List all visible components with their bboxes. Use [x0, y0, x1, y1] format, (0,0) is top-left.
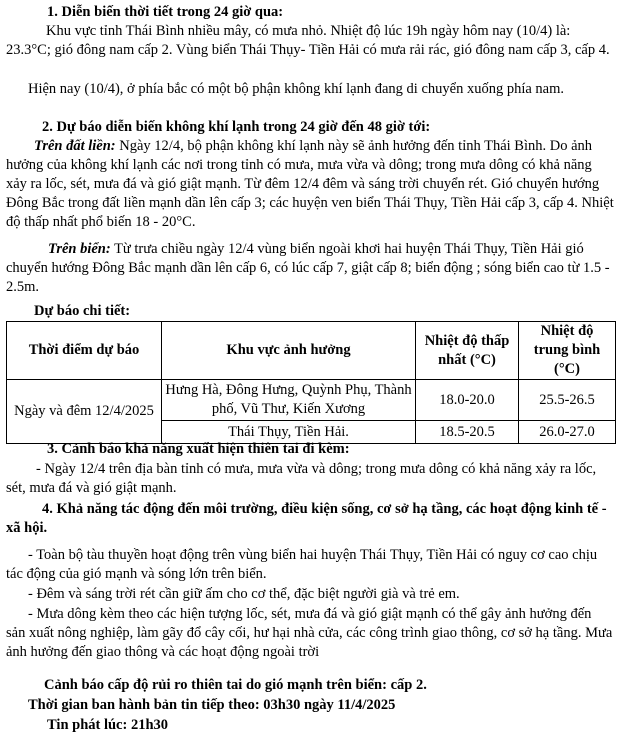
cell-min-temp: 18.5-20.5	[416, 421, 519, 444]
header-min-temp: Nhiệt độ thấp nhất (°C)	[416, 322, 519, 380]
cell-avg-temp: 26.0-27.0	[519, 421, 616, 444]
section-2-heading: 2. Dự báo diễn biến không khí lạnh trong 24 giờ đến 48 giờ tới:	[42, 119, 431, 135]
header-time: Thời điểm dự báo	[7, 322, 162, 380]
cell-area: Thái Thụy, Tiền Hải.	[162, 421, 416, 444]
cell-area: Hưng Hà, Đông Hưng, Quỳnh Phụ, Thành phố, Vũ Thư, Kiến Xương	[162, 380, 416, 421]
header-area: Khu vực ảnh hưởng	[162, 322, 416, 380]
cell-time: Ngày và đêm 12/4/2025	[7, 380, 162, 444]
header-avg-temp: Nhiệt độ trung bình (°C)	[519, 322, 616, 380]
cell-avg-temp: 25.5-26.5	[519, 380, 616, 421]
risk-level-warning: Cảnh báo cấp độ rủi ro thiên tai do gió mạnh trên biển: cấp 2.	[44, 677, 427, 693]
section-2-sea-paragraph	[6, 240, 614, 297]
land-label: Trên đất liền:	[34, 138, 116, 154]
section-3-paragraph: - Ngày 12/4 trên địa bàn tỉnh có mưa, mưa vừa và dông; trong mưa dông có khả năng xảy ra lốc, sét, mưa đá và gió giật mạnh.	[6, 461, 597, 496]
issued-time: Tin phát lúc: 21h30	[47, 717, 169, 733]
land-text: Ngày 12/4, bộ phận không khí lạnh này sẽ ảnh hưởng đến tỉnh Thái Bình. Do ảnh hưởng của không khí lạnh các nơi trong tỉnh có mưa, mưa vừa và dông; trong mưa dông có khả năng xảy ra lốc, sét, mưa đá và gió giật mạnh. Từ đêm 12/4 đêm và sáng trời chuyển rét. Gió chuyển hướng Đông Bắc trong đất liền mạnh dần lên cấp 3; các huyện ven biển Thái Thụy, Tiền Hải cấp 3, cấp 4. Nhiệt độ thấp nhất phổ biến 18 - 20°C.	[6, 138, 614, 230]
section-4-paragraph-2: - Đêm và sáng trời rét cần giữ ấm cho cơ thể, đặc biệt người già và trẻ em.	[28, 586, 460, 602]
cell-min-temp: 18.0-20.0	[416, 380, 519, 421]
sea-text: Từ trưa chiều ngày 12/4 vùng biển ngoài khơi hai huyện Thái Thụy, Tiền Hải gió chuyển hướng Đông Bắc mạnh dần lên cấp 6, có lúc cấp 7, giật cấp 8; biển động ; sóng biển cao từ 1.5 - 2.5m.	[6, 241, 610, 295]
detail-forecast-label: Dự báo chi tiết:	[34, 303, 131, 319]
forecast-table	[6, 321, 616, 444]
section-4-paragraph-3: - Mưa dông kèm theo các hiện tượng lốc, sét, mưa đá và gió giật mạnh có thể gây ảnh hưởng đến sản xuất nông nghiệp, làm gãy đổ cây cối, hư hại nhà cửa, các công trình giao thông, cơ sở hạ tầng. Mưa ảnh hưởng đến giao thông và các hoạt động ngoài trời	[6, 606, 613, 660]
section-4-paragraph-1: - Toàn bộ tàu thuyền hoạt động trên vùng biển hai huyện Thái Thụy, Tiền Hải có nguy cơ cao chịu tác động của gió mạnh và sóng lớn trên biển.	[6, 547, 598, 582]
section-3-heading: 3. Cảnh báo khả năng xuất hiện thiên tai đi kèm:	[47, 441, 350, 457]
section-1-paragraph-2: Hiện nay (10/4), ở phía bắc có một bộ phận không khí lạnh đang di chuyển xuống phía nam.	[28, 81, 564, 97]
section-2-land-paragraph	[6, 137, 614, 232]
table-header-row	[7, 322, 616, 380]
section-1-paragraph-1: Khu vực tỉnh Thái Bình nhiều mây, có mưa nhỏ. Nhiệt độ lúc 19h ngày hôm nay (10/4) là: 23.3°C; gió đông nam cấp 2. Vùng biển Thái Thụy- Tiền Hải có mưa rải rác, gió đông nam cấp 3, cấp 4.	[6, 23, 610, 58]
section-4-heading: 4. Khả năng tác động đến môi trường, điều kiện sống, cơ sở hạ tầng, các hoạt động kinh tế - xã hội.	[6, 501, 607, 536]
next-bulletin-time: Thời gian ban hành bản tin tiếp theo: 03h30 ngày 11/4/2025	[28, 697, 396, 713]
sea-label: Trên biển:	[48, 241, 111, 257]
table-row	[7, 380, 616, 421]
section-1-heading: 1. Diễn biến thời tiết trong 24 giờ qua:	[47, 4, 284, 20]
